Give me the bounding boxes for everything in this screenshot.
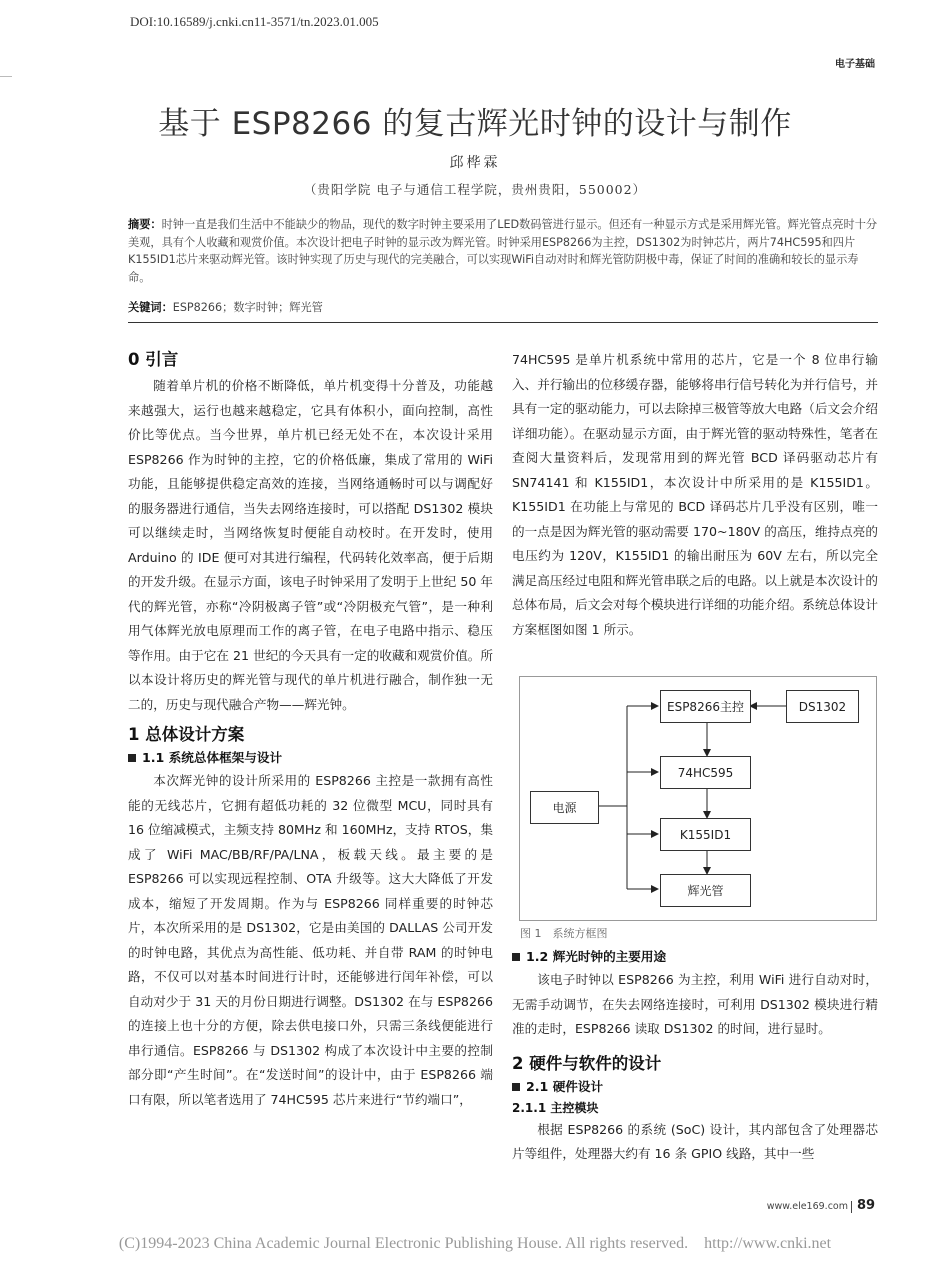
- abstract-text: 时钟一直是我们生活中不能缺少的物品，现代的数字时钟主要采用了LED数码管进行显示。但还有一种显示方式是采用辉光管。辉光管点亮时十分美观，具有个人收藏和观赏价值。本次设计把电子时钟的显示改为辉光管。时钟采用ESP8266为主控，DS1302为时钟芯片，两片74HC595和四片K155ID1芯片来驱动辉光管。该时钟实现了历史与现代的完美融合，可以实现WiFi自动对时和辉光管防阴极中毒，保证了时间的准确和较长的显示寿命。: [128, 218, 878, 284]
- keywords-text: ESP8266；数字时钟；辉光管: [172, 301, 323, 314]
- header-rule: [128, 322, 878, 323]
- mcu-heading: 2.1.1 主控模块: [512, 1100, 599, 1115]
- keywords: [128, 299, 878, 315]
- abstract-label: 摘要：: [128, 218, 162, 231]
- square-bullet: [128, 754, 136, 762]
- figure-caption: 图 1 系统方框图: [520, 927, 608, 940]
- paper-title: 基于 ESP8266 的复古辉光时钟的设计与制作: [158, 106, 792, 142]
- right-column-top: [512, 348, 878, 642]
- square-bullet: [512, 1083, 520, 1091]
- right-paragraph: 74HC595 是单片机系统中常用的芯片，它是一个 8 位串行输入、并行输出的位移缓存器，能够将串行信号转化为并行信号，并具有一定的驱动能力，可以去除掉三极管等放大电路（后文会介绍详细功能）。在驱动显示方面，由于辉光管的驱动特殊性，笔者在查阅大量资料后，发现常用到的辉光管 BCD 译码驱动芯片有 SN74141 和 K155ID1，本次设计中所采用的是 K155ID1。K155ID1 在功能上与常见的 BCD 译码芯片几乎没有区别，唯一的一点是因为辉光管的驱动需要 170~180V 的高压，维持点亮的电压约为 120V，K155ID1 的输出耐压为 60V 左右，所以完全满足高压经过电阻和辉光管串联之后的电路。以上就是本次设计的总体布局，后文会对每个模块进行详细的功能介绍。系统总体设计方案框图如图 1 所示。: [512, 352, 878, 637]
- affiliation: （贵阳学院 电子与通信工程学院，贵州贵阳，550002）: [303, 182, 647, 197]
- block-esp8266: ESP8266主控: [660, 690, 751, 723]
- block-k155id1: K155ID1: [660, 818, 751, 851]
- mcu-paragraph: 根据 ESP8266 的系统 (SoC) 设计，其内部包含了处理器芯片等组件，处理器大约有 16 条 GPIO 线路，其中一些: [512, 1121, 878, 1161]
- block-power: 电源: [530, 791, 599, 824]
- abstract: [128, 216, 878, 286]
- doi: DOI:10.16589/j.cnki.cn11-3571/tn.2023.01.005: [130, 14, 379, 29]
- system-block-diagram: [519, 676, 877, 921]
- left-column: [128, 348, 493, 1112]
- right-column-bottom: [512, 946, 878, 1167]
- footer-separator: [851, 1201, 852, 1213]
- intro-paragraph: 随着单片机的价格不断降低，单片机变得十分普及，功能越来越强大，运行也越来越稳定，它具有体积小，面向控制，高性价比等优点。当今世界，单片机已经无处不在，本次设计采用 ESP8266 作为时钟的主控，它的价格低廉，集成了常用的 WiFi 功能，且能够提供稳定高效的连接，当网络通畅时可以与调配好的服务器进行通信，当失去网络连接时，可以搭配 DS1302 模块可以继续走时，当网络恢复时便能自动校时。在开发时，使用 Arduino 的 IDE 便可对其进行编程，代码转化效率高，便于后期的开发升级。在显示方面，该电子时钟采用了发明于上世纪 50 年代的辉光管，亦称“冷阴极离子管”或“冷阴极充气管”，是一种利用气体辉光放电原理而工作的离子管，在电子电路中指示、稳压等作用。由于它在 21 世纪的今天具有一定的收藏和观赏价值。所以本设计将历史的辉光管与现代的单片机进行融合，制作独一无二的，历史与现代融合产物——辉光钟。: [128, 378, 493, 712]
- framework-heading: 1.1 系统总体框架与设计: [142, 750, 283, 765]
- block-74hc595: 74HC595: [660, 756, 751, 789]
- framework-paragraph: 本次辉光钟的设计所采用的 ESP8266 主控是一款拥有高性能的无线芯片，它拥有超低功耗的 32 位微型 MCU，同时具有 16 位缩减模式，主频支持 80MHz 和 160MHz，支持 RTOS，集成了 WiFi MAC/BB/RF/PA/LNA，板载天线。最主要的是 ESP8266 可以实现远程控制、OTA 升级等。这大大降低了开发成本，缩短了开发周期。作为与 ESP8266 同样重要的时钟芯片，本次所采用的是 DS1302，它是由美国的 DALLAS 公司开发的时钟电路，其优点为高性能、低功耗、并自带 RAM 的时钟电路，不仅可以对基本时间进行计时，还能够进行闰年补偿，可以自动对少于 31 天的月份日期进行调整。DS1302 在与 ESP8266 的连接上也十分的方便，除去供电接口外，只需三条线便能进行串行通信。ESP8266 与 DS1302 构成了本次设计中主要的控制部分即“产生时间”。在“发送时间”的设计中，由于 ESP8266 端口有限，所以笔者选用了 74HC595 芯片来进行“节约端口”，: [128, 773, 493, 1107]
- copyright-watermark: (C)1994-2023 China Academic Journal Electronic Publishing House. All rights reserved. http://www.cnki.net: [118, 1235, 832, 1252]
- intro-heading: 0 引言: [128, 350, 179, 369]
- author: 邱桦霖: [449, 155, 501, 171]
- section-label: 电子基础: [835, 59, 875, 70]
- hw-sw-heading: 2 硬件与软件的设计: [512, 1053, 662, 1073]
- usage-paragraph: 该电子时钟以 ESP8266 为主控，利用 WiFi 进行自动对时，无需手动调节，在失去网络连接时，可利用 DS1302 模块进行精准的走时，ESP8266 读取 DS1302 的时间，进行显时。: [512, 972, 878, 1036]
- usage-heading-row: [512, 946, 878, 968]
- overall-heading: 1 总体设计方案: [128, 725, 245, 744]
- keywords-label: 关键词：: [128, 301, 173, 314]
- framework-heading-row: [128, 747, 493, 769]
- block-nixie-tube: 辉光管: [660, 874, 751, 907]
- square-bullet: [512, 953, 520, 961]
- footer-url[interactable]: www.ele169.com: [766, 1201, 848, 1212]
- usage-heading: 1.2 辉光时钟的主要用途: [526, 949, 667, 964]
- margin-tick: [0, 76, 12, 77]
- hw-heading-row: [512, 1076, 878, 1098]
- hw-heading: 2.1 硬件设计: [526, 1078, 604, 1094]
- page-number: 89: [857, 1198, 876, 1213]
- block-ds1302: DS1302: [786, 690, 859, 723]
